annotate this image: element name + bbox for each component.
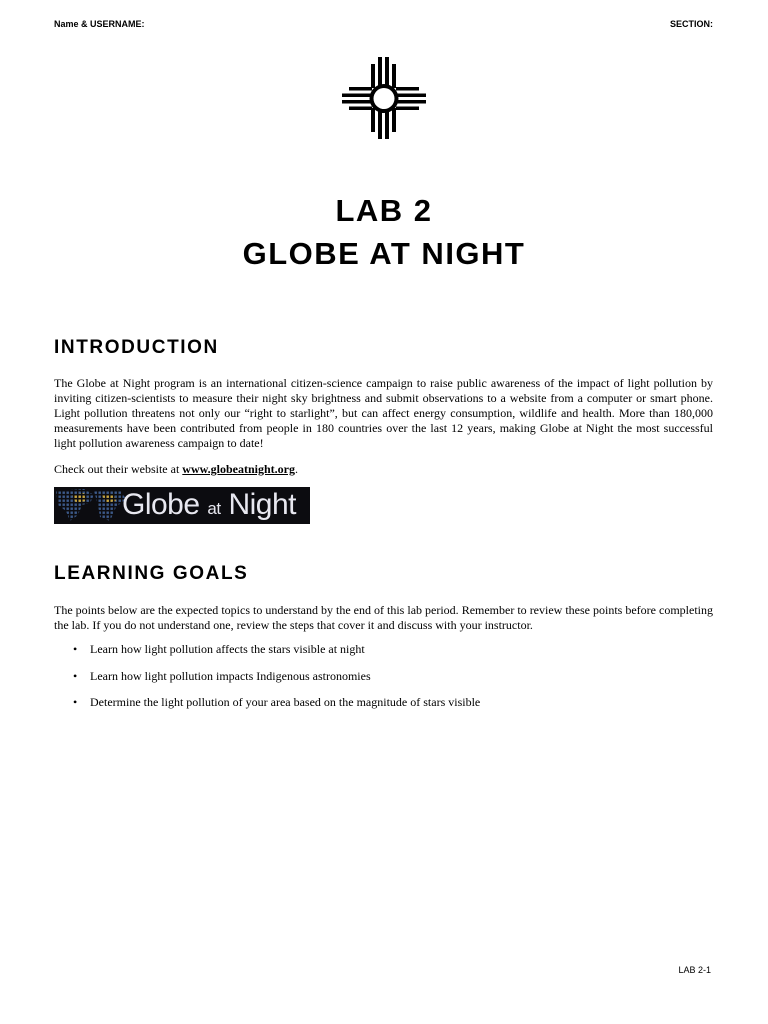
website-suffix: .	[294, 462, 298, 476]
website-link[interactable]: www.globeatnight.org	[182, 462, 295, 476]
bullet-icon: •	[73, 668, 78, 683]
goal-text: Learn how light pollution affects the stars visible at night	[90, 642, 365, 656]
banner-word-night: Night	[228, 488, 296, 521]
learning-goals-intro: The points below are the expected topics to understand by the end of this lab period. Remember to review these points before completing the lab. If you do not understand one, review the steps that cover it and discuss with your instructor.	[54, 603, 713, 632]
goal-text: Determine the light pollution of your area based on the magnitude of stars visible	[90, 695, 481, 709]
list-item	[54, 695, 704, 710]
goal-text: Learn how light pollution impacts Indigenous astronomies	[90, 668, 371, 683]
website-prefix: Check out their website at	[54, 462, 183, 476]
page-number: LAB 2-1	[678, 965, 711, 975]
zia-sun-symbol-icon	[340, 55, 428, 141]
learning-goals-heading: LEARNING GOALS	[54, 563, 249, 584]
section-label: SECTION:	[669, 19, 713, 29]
banner-word-at: at	[207, 499, 221, 518]
bullet-icon: •	[73, 695, 78, 709]
introduction-heading: INTRODUCTION	[54, 337, 219, 358]
list-item	[54, 669, 704, 684]
introduction-paragraph: The Globe at Night program is an international citizen-science campaign to raise public awareness of the impact of light pollution by inviting citizen-scientists to measure their night sky brightness and submit observations to a website from a computer or smart phone. Light pollution threatens not only our “right to starlight”, but can affect energy consumption, wildlife and health. More than 180,000 measurements have been contributed from people in 180 countries over the last 12 years, making Globe at Night the most successful light pollution awareness campaign to date!	[54, 376, 713, 450]
banner-word-globe: Globe	[122, 488, 200, 521]
name-username-label: Name & USERNAME:	[54, 19, 145, 29]
bullet-icon: •	[73, 642, 78, 656]
globe-at-night-banner	[54, 487, 310, 524]
lab-number-title: LAB 2	[335, 193, 433, 228]
list-item	[54, 642, 704, 657]
website-line	[54, 462, 713, 477]
banner-wordmark	[122, 488, 296, 522]
lab-name-title: GLOBE AT NIGHT	[242, 236, 526, 271]
learning-goals-list	[54, 642, 704, 722]
